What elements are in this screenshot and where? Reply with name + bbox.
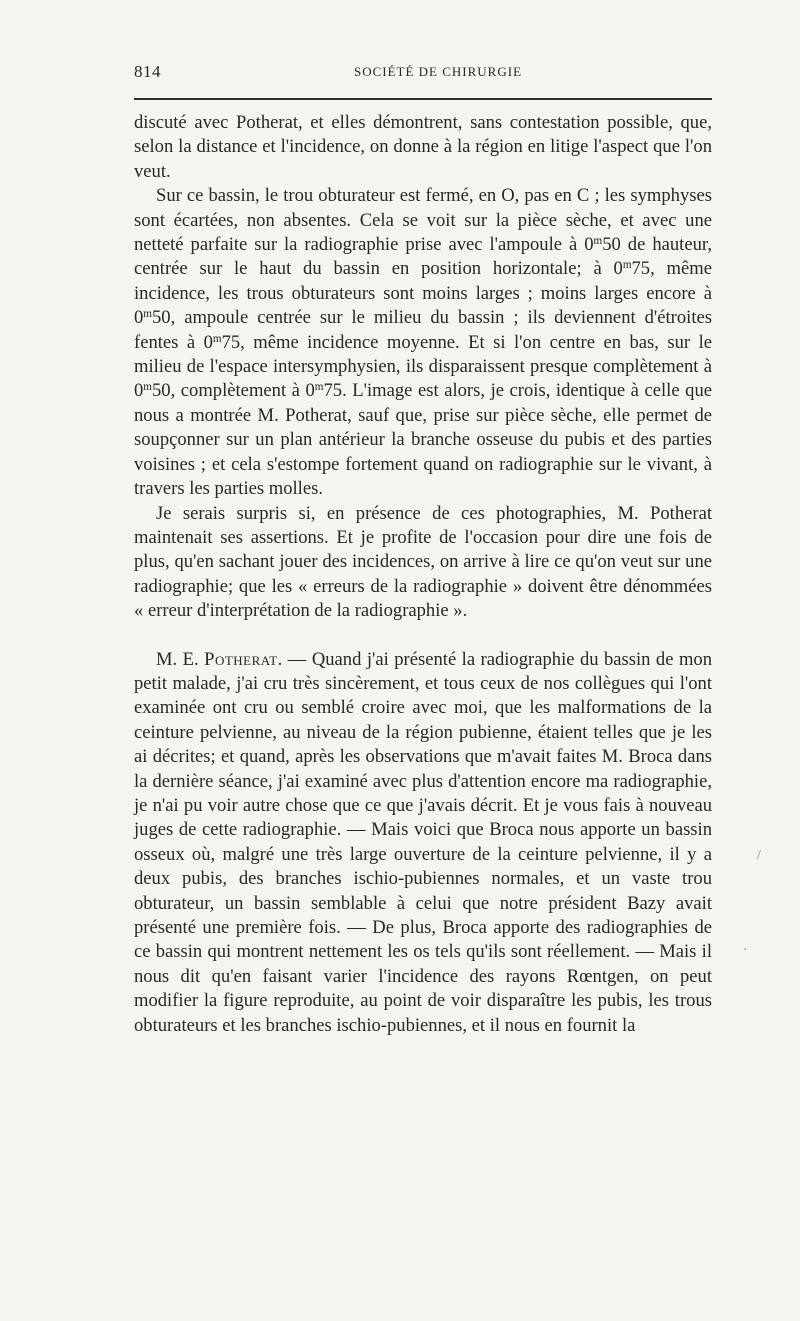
text-run: 50, complètement à 0 [151, 380, 315, 402]
body-text [134, 111, 712, 1038]
unit-superscript: m [622, 259, 632, 272]
text-run: M. E. [156, 648, 205, 670]
paragraph [134, 502, 712, 624]
text-run: Sur ce bassin, le trou obturateur est fermé, en O, pas en C ; les symphyses sont écartées, non absentes. Cela se voit sur la pièce sèche, et avec une netteté parfaite sur la radiographie prise avec l'ampoule à 0 [134, 185, 712, 256]
unit-superscript: m [143, 381, 152, 394]
text-run: 75. L'image est alors, je crois, identique à celle que nous a montrée M. Potherat, sauf que, prise sur pièce sèche, elle permet de soupçonner sur un plan antérieur la branche osseuse du pubis et des parties voisines ; et cela s'estompe fortement quand on radiographie sur le vivant, à travers les parties molles. [134, 380, 712, 500]
unit-superscript: m [314, 381, 324, 394]
header-rule [134, 98, 712, 100]
text-run: 75, même incidence, les trous obturateurs sont moins larges ; moins larges encore à 0 [134, 258, 712, 329]
paragraph [134, 111, 712, 184]
paragraph [134, 184, 712, 501]
paragraph-gap [134, 624, 712, 648]
margin-mark: / [757, 848, 761, 863]
text-run: 75, même incidence moyenne. Et si l'on centre en bas, sur le milieu de l'espace intersymphysien, ils disparaissent presque complètement à 0 [134, 331, 713, 402]
text-run: 50, ampoule centrée sur le milieu du bassin ; ils deviennent d'étroites fentes à 0 [134, 307, 712, 353]
text-run: 50 de hauteur, centrée sur le haut du bassin en position horizontale; à 0 [134, 234, 712, 280]
text-run: Je serais surpris si, en présence de ces photographies, M. Potherat maintenait ses assertions. Et je profite de l'occasion pour dire une fois de plus, qu'en sachant jouer des incidences, on arrive à lire ce qu'on veut sur une radiographie; que les « erreurs de la radiographie » doivent être dénommées « erreur d'interprétation de la radiographie ». [134, 502, 712, 622]
page-header [134, 62, 712, 84]
text-run: . — Quand j'ai présenté la radiographie du bassin de mon petit malade, j'ai cru très sincèrement, et tous ceux de nos collègues qui l'ont examinée ont cru ou semblé croire avec moi, que les malformations de la ceinture pelvienne, au niveau de la région pubienne, étaient telles que je les ai décrites; et quand, après les observations que m'avait faites M. Broca dans la dernière séance, j'ai examiné avec plus d'attention encore ma radiographie, je n'ai pu voir autre chose que ce que j'avais décrit. Et je vous fais à nouveau juges de cette radiographie. — Mais voici que Broca nous apporte un bassin osseux où, malgré une très large ouverture de la ceinture pelvienne, il y a deux pubis, des branches ischio-pubiennes normales, et un vaste trou obturateur, un bassin semblable à celui que notre président Bazy avait présenté une première fois. — De plus, Broca apporte des radiographies de ce bassin qui montrent nettement les os tels qu'ils sont réellement. — Mais il nous dit qu'en faisant varier l'incidence des rayons Rœntgen, on peut modifier la figure reproduite, au point de voir disparaître les pubis, les trous obturateurs et les branches ischio-pubiennes, et il nous en fournit la [134, 648, 712, 1036]
unit-superscript: m [212, 332, 222, 345]
paragraph [134, 648, 712, 1039]
speaker-name: Potherat [204, 648, 278, 670]
unit-superscript: m [143, 308, 152, 321]
unit-superscript: m [593, 234, 603, 247]
running-head: SOCIÉTÉ DE CHIRURGIE [353, 64, 523, 79]
text-run: discuté avec Potherat, et elles démontrent, sans contestation possible, que, selon la distance et l'incidence, on donne à la région en litige l'aspect que l'on veut. [134, 112, 712, 182]
margin-mark: · [743, 943, 748, 958]
page-number: 814 [134, 62, 161, 81]
